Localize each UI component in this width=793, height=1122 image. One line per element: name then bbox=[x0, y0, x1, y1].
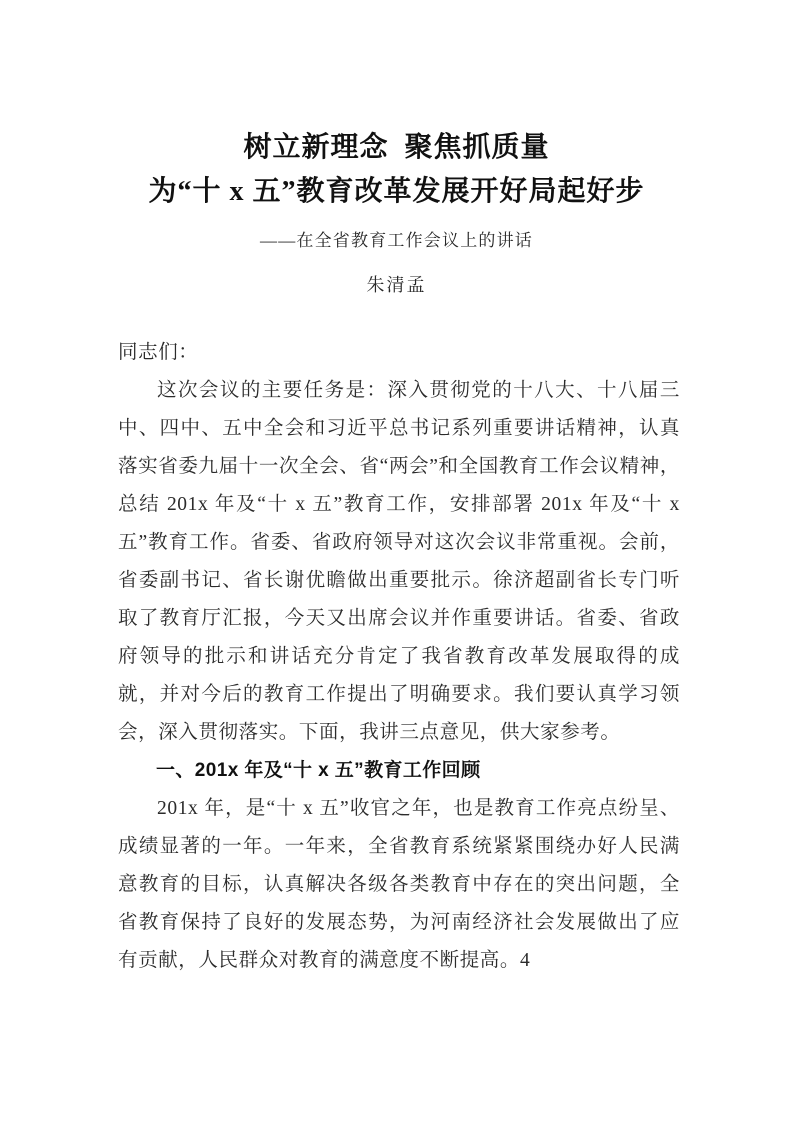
document-body bbox=[118, 334, 680, 980]
document-subtitle: ——在全省教育工作会议上的讲话 bbox=[260, 231, 533, 250]
body-salutation: 同志们： bbox=[118, 342, 199, 363]
document-title-block bbox=[0, 126, 793, 300]
document-title-line-2: 为“十 x 五”教育改革发展开好局起好步 bbox=[148, 176, 645, 207]
document-author: 朱清孟 bbox=[366, 275, 427, 295]
body-paragraph-2: 201x 年，是“十 x 五”收官之年，也是教育工作亮点纷呈、成绩显著的一年。一年来，全省教育系统紧紧围绕办好人民满意教育的目标，认真解决各级各类教育中存在的突出问题，全省教育保持了良好的发展态势，为河南经济社会发展做出了应有贡献，人民群众对教育的满意度不断提高。4 bbox=[118, 798, 680, 971]
document-title-line-1: 树立新理念 聚焦抓质量 bbox=[243, 132, 550, 163]
body-heading-1: 一、201x 年及“十 x 五”教育工作回顾 bbox=[156, 760, 481, 781]
body-paragraph-1: 这次会议的主要任务是：深入贯彻党的十八大、十八届三中、四中、五中全会和习近平总书记系列重要讲话精神，认真落实省委九届十一次全会、省“两会”和全国教育工作会议精神，总结 201x 年及“十 x 五”教育工作，安排部署 201x 年及“十 x 五”教育工作。省委、省政府领导对这次会议非常重视。会前，省委副书记、省长谢优瞻做出重要批示。徐济超副省长专门听取了教育厅汇报，今天又出席会议并作重要讲话。省委、省政府领导的批示和讲话充分肯定了我省教育改革发展取得的成就，并对今后的教育工作提出了明确要求。我们要认真学习领会，深入贯彻落实。下面，我讲三点意见，供大家参考。 bbox=[118, 380, 680, 743]
